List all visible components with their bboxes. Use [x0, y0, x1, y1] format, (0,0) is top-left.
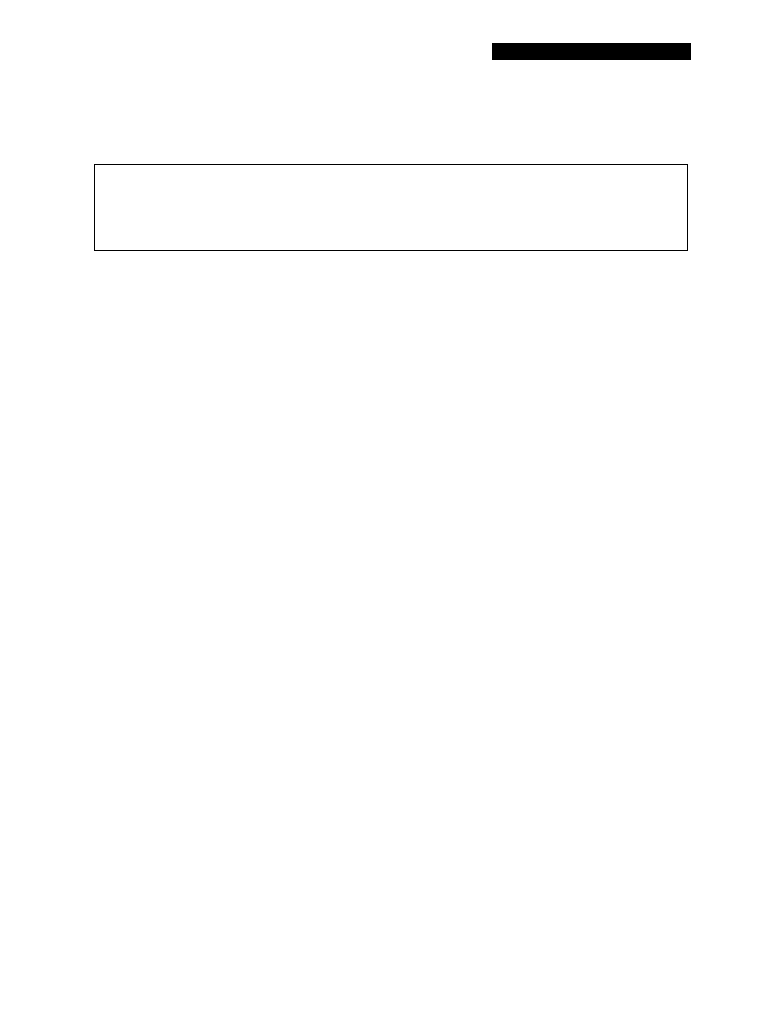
- example-box: [94, 164, 688, 251]
- site-url-link[interactable]: [492, 43, 691, 60]
